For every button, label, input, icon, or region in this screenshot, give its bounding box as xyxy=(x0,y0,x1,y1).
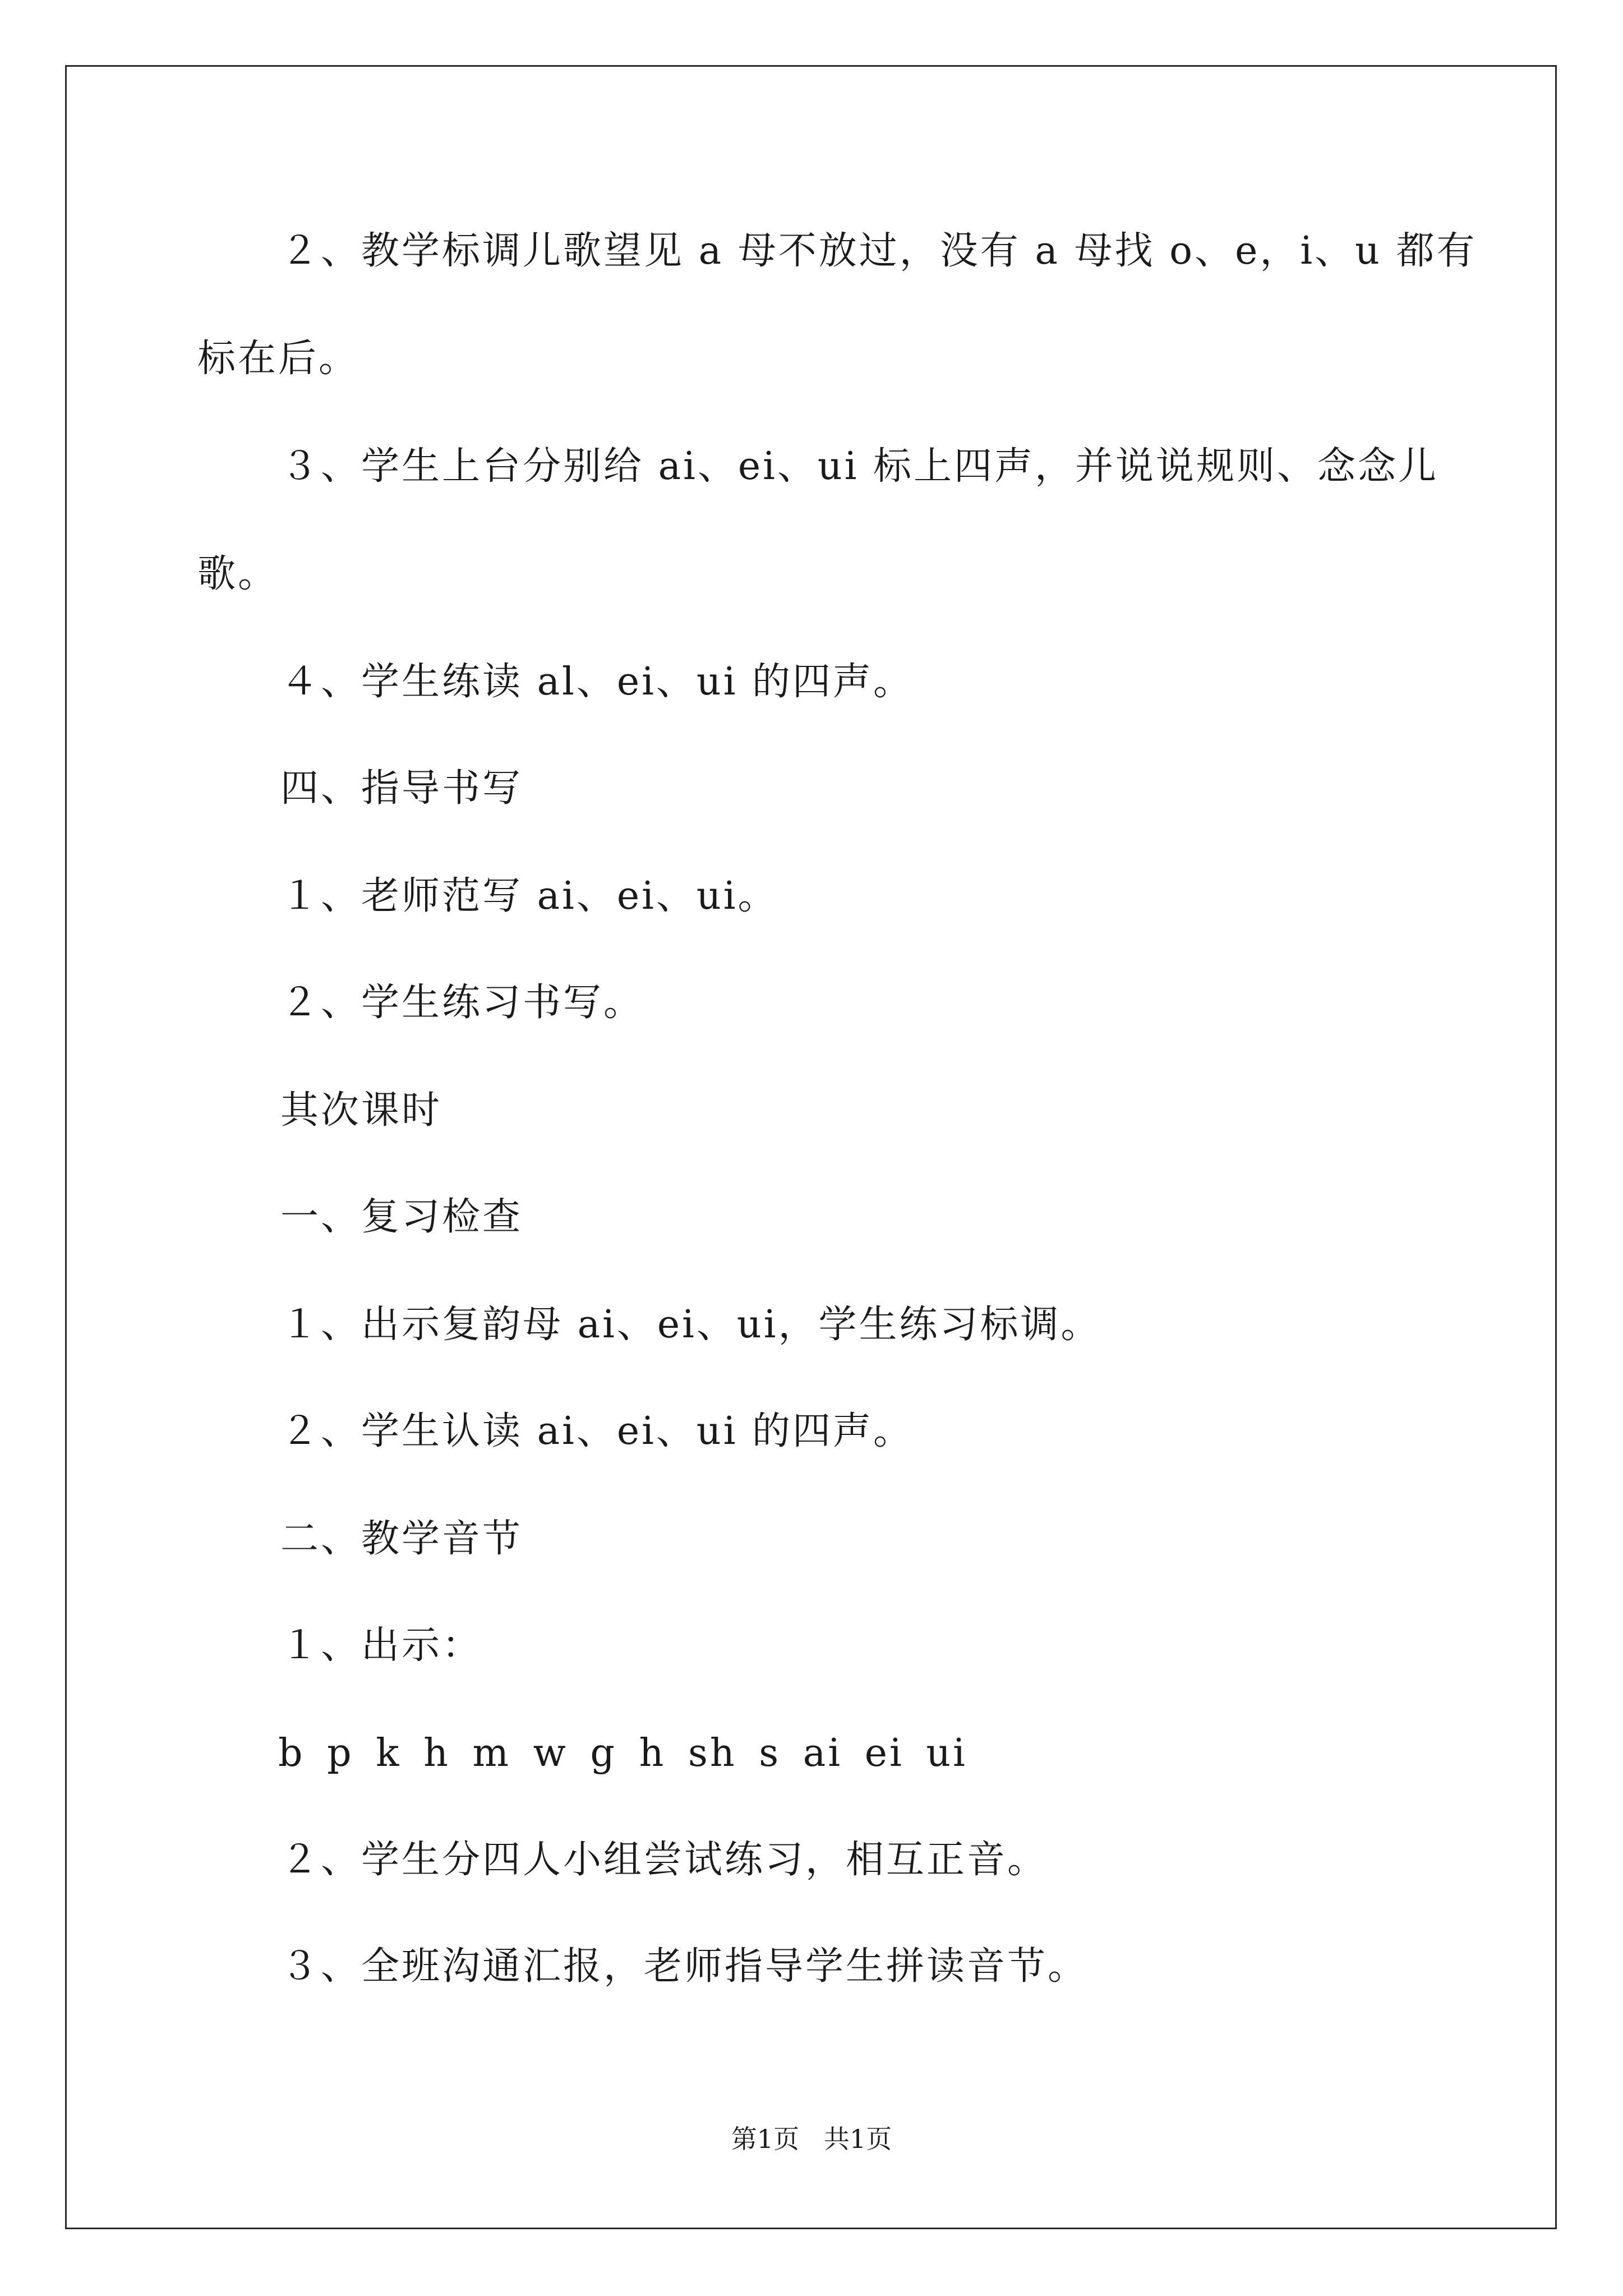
page-border xyxy=(65,65,1557,2229)
paragraph-2-line-1: ３、学生上台分别给 ai、ei、ui 标上四声，并说说规则、念念儿 xyxy=(280,444,1439,489)
paragraph-8: １、出示： xyxy=(280,1623,483,1668)
paragraph-7: ２、学生认读 ai、ei、ui 的四声。 xyxy=(280,1409,914,1453)
section-heading-4: 四、指导书写 xyxy=(280,766,523,811)
paragraph-5: ２、学生练习书写。 xyxy=(280,981,644,1025)
paragraph-1-line-2: 标在后。 xyxy=(197,337,359,381)
page-footer: 第1页 共1页 xyxy=(731,2124,892,2154)
paragraph-9: ２、学生分四人小组尝试练习，相互正音。 xyxy=(280,1838,1048,1882)
section-heading-1: 一、复习检查 xyxy=(280,1195,523,1239)
paragraph-4: １、老师范写 ai、ei、ui。 xyxy=(280,874,778,918)
section-heading-2: 二、教学音节 xyxy=(280,1517,523,1561)
paragraph-3: ４、学生练读 al、ei、ui 的四声。 xyxy=(280,660,914,704)
paragraph-2-line-2: 歌。 xyxy=(197,552,279,596)
paragraph-6: １、出示复韵母 ai、ei、ui，学生练习标调。 xyxy=(280,1303,1101,1347)
paragraph-10: ３、全班沟通汇报，老师指导学生拼读音节。 xyxy=(280,1944,1089,1989)
lesson-heading: 其次课时 xyxy=(280,1088,442,1133)
syllable-list: b p k h m w g h sh s ai ei ui xyxy=(278,1731,967,1775)
paragraph-1-line-1: ２、教学标调儿歌望见 a 母不放过，没有 a 母找 o、e，i、u 都有 xyxy=(280,229,1477,273)
